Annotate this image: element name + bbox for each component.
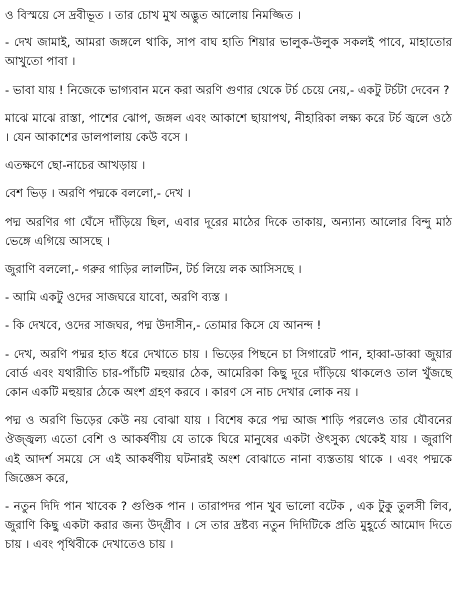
paragraph: জুরাণি বললো,- গরুর গাড়ির লালটিন, টর্চ লিয়ে লক আসিসছে । bbox=[5, 262, 302, 277]
paragraph: বেশ ভিড় । অরণি পদ্মকে বললো,- দেখ । bbox=[5, 186, 191, 201]
paragraph: - আমি একটু ওদের সাজঘরে যাবো, অরণি ব্যস্ত । bbox=[5, 290, 228, 305]
paragraph: এতক্ষণে ছো-নাচের আখড়ায় । bbox=[5, 158, 146, 173]
paragraph: পদ্ম অরণির গা ঘেঁসে দাঁড়িয়ে ছিল, এবার দূরের মাঠের দিকে তাকায়, অন্যান্য আলোর বিন্দু মাঠ ভেঙ্গে এগিয়ে আসছে । bbox=[5, 214, 452, 248]
paragraph: - ভাবা যায় ! নিজেকে ভাগ্যবান মনে করা অরণি গুণার থেকে টর্চ চেয়ে নেয়,- একটু টর্চটা দেবেন ? bbox=[5, 82, 450, 97]
paragraph: - নতুন দিদি পান খাবেক ? গুণ্ডিক পান । তারাপদর পান খুব ভালো বটেক , এক টুকু তুলসী লিব, জুরাণি কিছু একটা করার জন্য উদ্‌গ্রীব । সে তার দ্রষ্টব্য নতুন দিদিটিকে প্রতি মুহূর্তে আমোদ দিতে চায় । এবং পৃথিবীকে দেখাতেও চায় । bbox=[5, 499, 452, 552]
paragraph: ও বিস্ময়ে সে দ্রবীভূত । তার চোখ মুখ অদ্ভুত আলোয় নিমজ্জিত । bbox=[5, 8, 301, 22]
paragraph: পদ্ম ও অরণি ভিড়ের কেউ নয় বোঝা যায় । বিশেষ করে পদ্ম আজ শাড়ি পরলেও তার যৌবনের ঔজ্জ্বল্য এতো বেশি ও আকর্ষণীয় যে তাকে ঘিরে মানুষের একটা ঔৎসুক্য থেকেই যায় । জুরাণি এই আদর্শ সময়ে সে এই আকর্ষণীয় ঘটনারই অংশ বোঝাতে নানা ব্যস্ততায় থাকে । এবং পদ্মকে জিজ্ঞেস করে, bbox=[5, 413, 452, 485]
paragraph: - কি দেখবে, ওদের সাজঘর, পদ্ম উদাসীন,- তোমার কিসে যে আনন্দ ! bbox=[5, 318, 322, 333]
paragraph: - দেখ জামাই, আমরা জঙ্গলে থাকি, সাপ বাঘ হাতি শিয়ার ভালুক-উলুক সকলই পাবে, মাহাতোর আখুতো পাবা । bbox=[5, 35, 452, 69]
paragraph: মাঝে মাঝে রাস্তা, পাশের ঝোপ, জঙ্গল এবং আকাশে ছায়াপথ, নীহারিকা লক্ষ্য করে টর্চ জ্বলে ওঠে । যেন আকাশের ডালপালায় কেউ বসে । bbox=[5, 110, 452, 145]
paragraph: - দেখ, অরণি পদ্মর হাত ধরে দেখাতে চায় । ভিড়ের পিছনে চা সিগারেট পান, হাব্বা-ডাব্বা জুয়ার বোর্ড এবং যথারীতি চার-পাঁচটি মহুয়ার ঠেক, আমেরিকা কিছু দূরে দাঁড়িয়ে থাকলেও তাল খুঁজছে কোন একটি মহুয়ার ঠেকে অংশ গ্রহণ করবে । কারণ সে নাচ দেখার লোক নয় । bbox=[5, 346, 452, 400]
